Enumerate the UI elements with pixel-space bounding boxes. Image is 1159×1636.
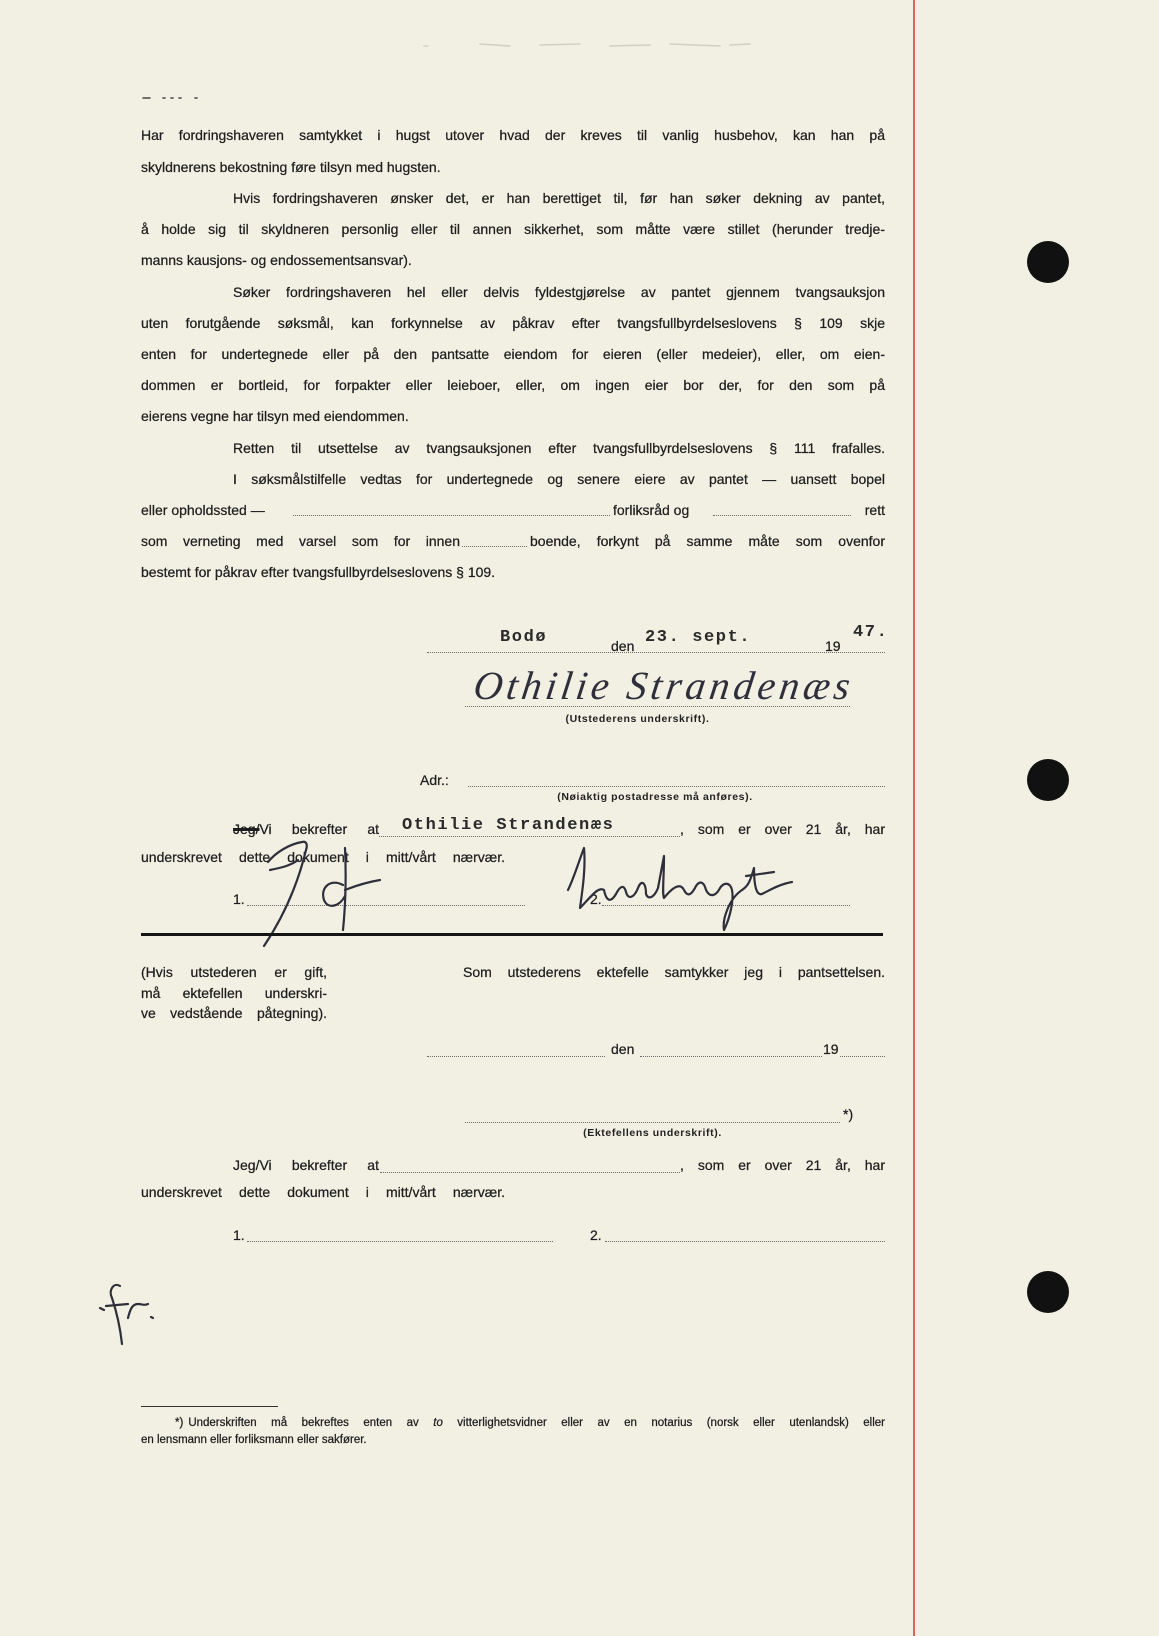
spouse-year-prefix: 19	[823, 1041, 839, 1057]
spouse-witness-1-number: 1.	[233, 1227, 245, 1243]
spouse-witness-2-number: 2.	[590, 1227, 602, 1243]
spouse-witness-name-line	[380, 1172, 680, 1173]
text-line: bestemt for påkrav efter tvangsfullbyrdelseslovens § 109.	[141, 564, 496, 580]
text-line: enten for undertegnede eller på den pantsatte eiendom for eieren (eller medeier), eller, om eien-	[141, 346, 885, 362]
text-line: eller opholdssted —	[141, 502, 265, 518]
punch-hole-bottom	[1027, 1271, 1069, 1313]
spouse-note-line: må ektefellen underskri-	[141, 985, 327, 1001]
spouse-witness-label: Jeg/Vi bekrefter at	[233, 1157, 379, 1173]
text-line: Søker fordringshaveren hel eller delvis fyldestgjørelse av pantet gjennem tvangsauksjon	[233, 284, 885, 300]
struck-jeg: Jeg/	[233, 821, 260, 837]
footnote-text: vitterlighetsvidner eller av en notarius (norsk eller utenlandsk) eller	[442, 1417, 885, 1429]
text-line: Har fordringshaveren samtykket i hugst utover hvad der kreves til vanlig husbehov, kan han på	[141, 127, 885, 143]
issuer-signature-line	[465, 706, 850, 707]
address-caption: (Nøiaktig postadresse må anføres).	[557, 791, 753, 803]
spouse-note-line: (Hvis utstederen er gift,	[141, 964, 327, 980]
issuer-signature-caption: (Utstederens underskrift).	[565, 713, 710, 725]
issuer-signature: Othilie Strandenæs	[470, 663, 858, 708]
punch-hole-middle	[1027, 759, 1069, 801]
spouse-witness-1-line	[247, 1241, 553, 1242]
footnote-text: Underskriften må bekreftes enten av	[188, 1417, 434, 1429]
year-prefix: 19	[825, 638, 841, 654]
text-line: manns kausjons- og endossementsansvar).	[141, 252, 412, 268]
witness-1-number: 1.	[233, 891, 245, 907]
text-line: som verneting med varsel som for innen	[141, 533, 460, 549]
spouse-den-label: den	[611, 1041, 635, 1057]
text-line: rett	[864, 502, 885, 518]
text-line: å holde sig til skyldneren personlig eller til annen sikkerhet, som måtte være stillet (herunder tredje-	[141, 221, 885, 237]
spouse-signature-caption: (Ektefellens underskrift).	[583, 1127, 722, 1139]
text-line: boende, forkynt på samme måte som ovenfor	[530, 533, 885, 549]
footnote-line-2: en lensmann eller forliksmann eller sakfører.	[141, 1434, 367, 1446]
text-line: dommen er bortleid, for forpakter eller leieboer, eller, om ingen eier bor der, for den som på	[141, 377, 885, 393]
handwritten-margin-note	[98, 1278, 158, 1348]
footnote-line-1	[175, 1415, 885, 1431]
date-typed: 23. sept.	[645, 628, 752, 647]
red-margin-line	[913, 0, 915, 1636]
spouse-place-line	[427, 1056, 605, 1057]
blank-rett-field	[713, 515, 851, 516]
year-typed: 47.	[853, 623, 889, 642]
blank-forliksrad-field	[293, 515, 610, 516]
faint-bleed-marks	[420, 36, 760, 56]
witness-confirm-name-typed: Othilie Strandenæs	[402, 816, 615, 835]
blank-innen-field	[462, 546, 527, 547]
witness-name-line	[379, 836, 680, 837]
witness-confirm-line2: underskrevet dette dokument i mitt/vårt nærvær.	[141, 849, 505, 865]
section-divider	[141, 933, 883, 936]
spouse-date-line	[640, 1056, 822, 1057]
spouse-witness-line2: underskrevet dette dokument i mitt/vårt nærvær.	[141, 1184, 505, 1200]
spouse-witness-2-line	[605, 1241, 885, 1242]
witness-confirm-label-rest: Vi bekrefter at	[259, 821, 379, 837]
witness-confirm-tail: , som er over 21 år, har	[680, 821, 885, 837]
spouse-signature-line	[465, 1122, 840, 1123]
top-left-marks	[141, 90, 211, 104]
text-line: forliksråd og	[613, 502, 690, 518]
date-line-dots	[427, 652, 885, 653]
text-line: Retten til utsettelse av tvangsauksjonen efter tvangsfullbyrdelseslovens § 111 frafalles.	[233, 440, 885, 456]
text-line: uten forutgående søksmål, kan forkynnelse av påkrav efter tvangsfullbyrdelseslovens § 109 skje	[141, 315, 885, 331]
text-line: I søksmålstilfelle vedtas for undertegnede og senere eiere av pantet — uansett bopel	[233, 471, 885, 487]
spouse-witness-tail: , som er over 21 år, har	[680, 1157, 885, 1173]
place-typed: Bodø	[500, 628, 548, 647]
text-line: skyldnerens bekostning føre tilsyn med hugsten.	[141, 159, 441, 175]
spouse-signature-marker: *)	[843, 1106, 854, 1122]
den-label: den	[611, 638, 635, 654]
witness-1-signature	[250, 830, 400, 950]
address-label: Adr.:	[420, 772, 449, 788]
witness-2-signature	[560, 838, 810, 938]
punch-hole-top	[1027, 241, 1069, 283]
footnote-rule	[141, 1406, 278, 1407]
text-line: eierens vegne har tilsyn med eiendommen.	[141, 408, 409, 424]
text-line: Hvis fordringshaveren ønsker det, er han berettiget til, før han søker dekning av pantet,	[233, 190, 885, 206]
spouse-year-line	[840, 1056, 885, 1057]
address-line	[468, 786, 885, 787]
footnote-marker: *)	[175, 1417, 184, 1429]
witness-2-number: 2.	[590, 891, 602, 907]
spouse-consent: Som utstederens ektefelle samtykker jeg i pantsettelsen.	[463, 964, 885, 980]
spouse-note-line: ve vedstående påtegning).	[141, 1005, 327, 1021]
footnote-emphasis: to	[433, 1417, 443, 1429]
